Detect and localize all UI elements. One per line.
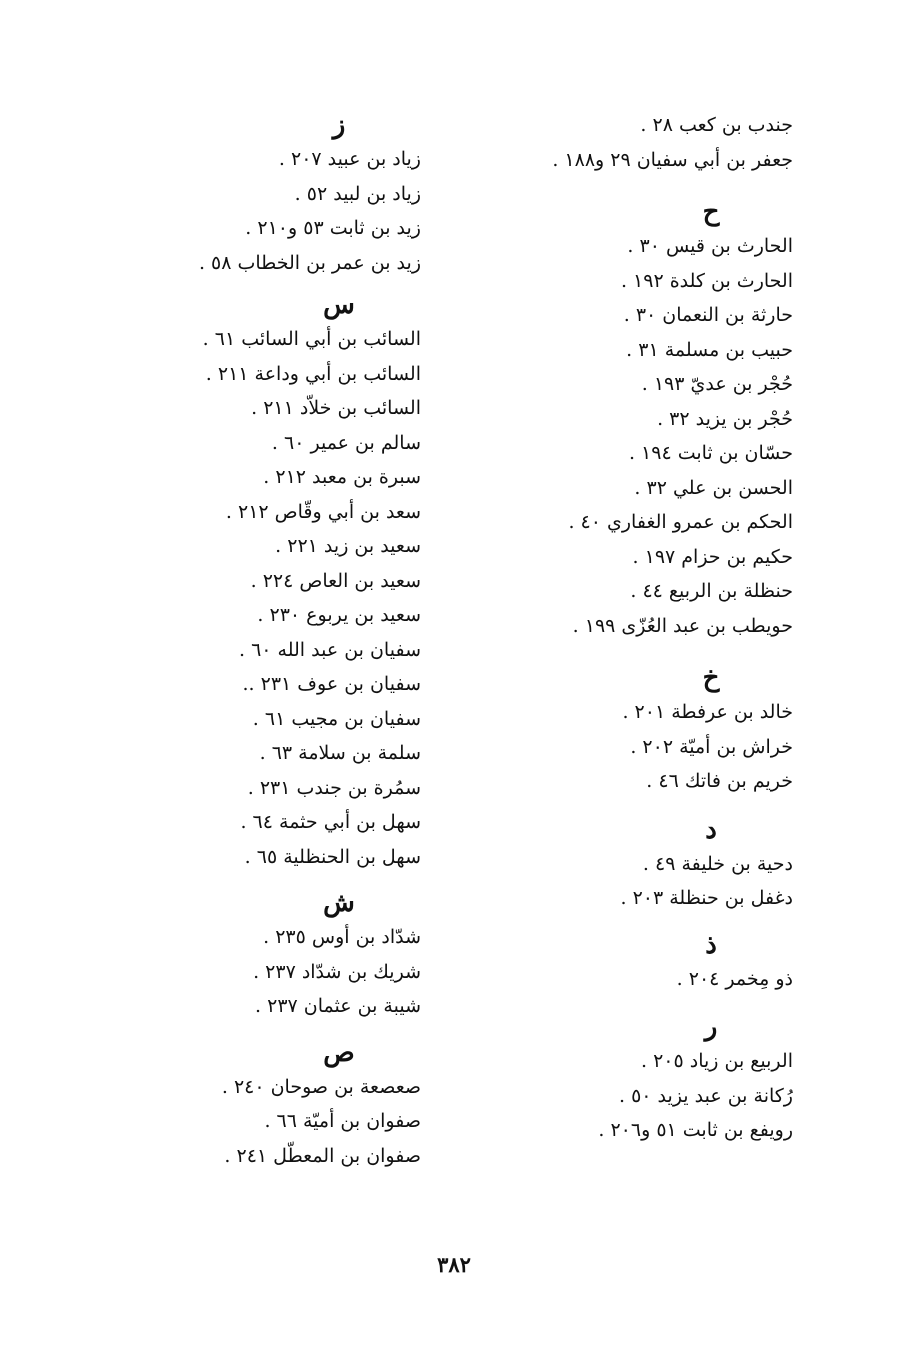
index-entry: الحارث بن كلدة ١٩٢ . [620, 269, 793, 292]
section-letter: خ [702, 663, 720, 693]
index-entry: زيد بن عمر بن الخطاب ٥٨ . [198, 251, 421, 274]
index-entry: شدّاد بن أوس ٢٣٥ . [263, 926, 421, 948]
index-entry: حارثة بن النعمان ٣٠ . [623, 304, 793, 326]
index-section [121, 886, 421, 1024]
index-entry: حكيم بن حزام ١٩٧ . [632, 545, 793, 568]
index-section [121, 288, 421, 874]
index-entry: حويطب بن عبد العُزّى ١٩٩ . [572, 614, 793, 637]
index-entry: سعيد بن العاص ٢٢٤ . [250, 569, 421, 592]
index-entry: سفيان بن عبد الله ٦٠ . [238, 638, 421, 661]
section-letter: س [323, 290, 355, 320]
index-section [121, 1036, 421, 1174]
index-section [493, 195, 793, 643]
index-section [121, 108, 421, 280]
index-entry: دحية بن خليفة ٤٩ . [642, 852, 793, 875]
index-entry: خالد بن عرفطة ٢٠١ . [622, 701, 793, 723]
index-entry: حبيب بن مسلمة ٣١ . [626, 338, 793, 361]
index-entry: سعيد بن زيد ٢٢١ . [275, 535, 421, 557]
index-entry: سمُرة بن جندب ٢٣١ . [247, 776, 421, 799]
index-entry: خراش بن أميّة ٢٠٢ . [630, 735, 793, 758]
index-entry: دغفل بن حنظلة ٢٠٣ . [620, 887, 793, 909]
section-letter: ش [323, 888, 355, 918]
index-entry: رُكانة بن عبد يزيد ٥٠ . [619, 1084, 793, 1107]
index-entry: جندب بن كعب ٢٨ . [640, 114, 793, 136]
index-section [493, 928, 793, 997]
index-entry: حُجْر بن يزيد ٣٢ . [657, 407, 793, 430]
section-spacer [121, 1024, 421, 1036]
section-spacer [493, 177, 793, 195]
section-spacer [493, 799, 793, 813]
index-entry: زياد بن عبيد ٢٠٧ . [278, 148, 421, 170]
index-entry: السائب بن أبي السائب ٦١ . [202, 328, 421, 350]
section-spacer [493, 916, 793, 928]
section-spacer [121, 874, 421, 886]
section-letter: د [705, 814, 717, 845]
index-entry: حسّان بن ثابت ١٩٤ . [628, 442, 793, 464]
index-entry: جعفر بن أبي سفيان ٢٩ و١٨٨ . [552, 148, 793, 171]
index-section [493, 661, 793, 799]
index-entry: خريم بن فاتك ٤٦ . [646, 770, 793, 792]
index-entry: الحسن بن علي ٣٢ . [634, 476, 793, 499]
index-entry: زياد بن لبيد ٥٢ . [294, 182, 421, 205]
index-entry: ذو مِخمر ٢٠٤ . [676, 967, 793, 990]
index-entry: سهل بن أبي حثمة ٦٤ . [240, 811, 421, 833]
section-letter: ح [702, 197, 720, 227]
index-section [493, 1010, 793, 1148]
section-spacer [493, 996, 793, 1010]
index-entry: الربيع بن زياد ٢٠٥ . [641, 1050, 793, 1072]
index-entry: زيد بن ثابت ٥٣ و٢١٠ . [245, 217, 421, 239]
index-entry: سهل بن الحنظلية ٦٥ . [244, 845, 421, 868]
index-entry: سبرة بن معبد ٢١٢ . [263, 466, 421, 488]
index-entry: صعصعة بن صوحان ٢٤٠ . [221, 1075, 421, 1098]
index-entry: رويفع بن ثابت ٥١ و٢٠٦ . [598, 1119, 793, 1141]
index-section [493, 108, 793, 177]
index-entry: سفيان بن عوف ٢٣١ .. [242, 673, 421, 695]
index-entry: السائب بن خلاّد ٢١١ . [251, 397, 421, 419]
index-entry: صفوان بن أميّة ٦٦ . [264, 1110, 421, 1132]
index-entry: سعد بن أبي وقّاص ٢١٢ . [225, 500, 421, 523]
index-entry: سعيد بن يربوع ٢٣٠ . [257, 604, 421, 626]
section-letter: ذ [705, 929, 717, 960]
index-entry: حُجْر بن عديّ ١٩٣ . [641, 373, 793, 395]
index-entry: الحكم بن عمرو الغفاري ٤٠ . [568, 511, 793, 533]
page-number: ٣٨٢ [437, 1252, 471, 1277]
index-entry: شريك بن شدّاد ٢٣٧ . [253, 960, 421, 983]
index-column-right [493, 108, 793, 1148]
index-entry: سفيان بن مجيب ٦١ . [252, 707, 421, 730]
index-entry: حنظلة بن الربيع ٤٤ . [630, 580, 793, 602]
index-entry: صفوان بن المعطّل ٢٤١ . [224, 1144, 421, 1167]
index-entry: شيبة بن عثمان ٢٣٧ . [255, 995, 421, 1017]
section-letter: ر [704, 1012, 718, 1042]
index-entry: سالم بن عمير ٦٠ . [271, 431, 421, 454]
index-section [493, 813, 793, 916]
section-spacer [493, 643, 793, 661]
index-column-left [121, 108, 421, 1173]
section-letter: ص [323, 1037, 355, 1068]
index-entry: السائب بن أبي وداعة ٢١١ . [205, 362, 421, 385]
index-entry: سلمة بن سلامة ٦٣ . [259, 742, 421, 764]
section-letter: ز [332, 110, 346, 140]
index-entry: الحارث بن قيس ٣٠ . [627, 235, 793, 257]
section-spacer [121, 280, 421, 288]
